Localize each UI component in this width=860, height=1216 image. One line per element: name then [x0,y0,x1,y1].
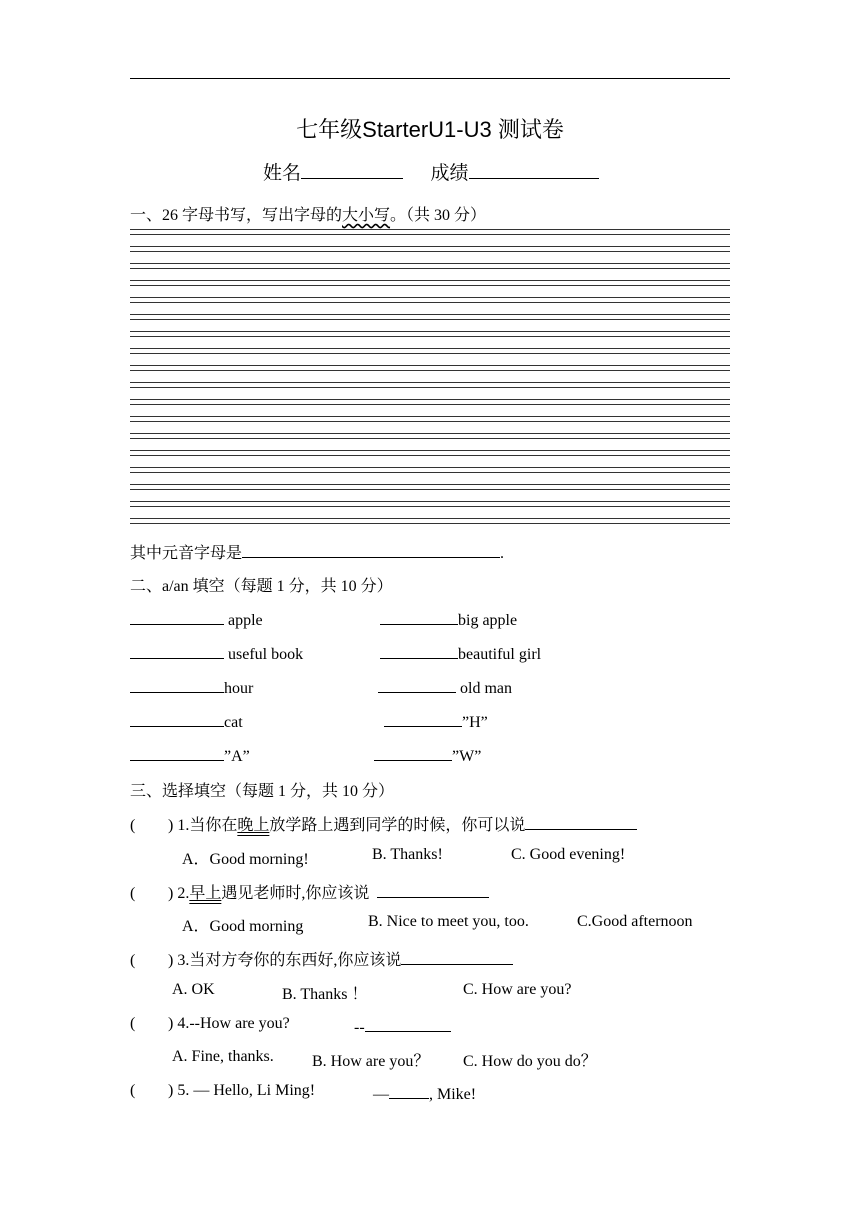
q2-option-a[interactable]: A．Good morning [182,918,304,935]
fill-item-right-5: ”W” [374,744,481,766]
question-2: ( ) 2.早上遇见老师时,你应该说 [130,880,489,903]
title-cn-2: 测试卷 [497,118,564,143]
q2-option-c[interactable]: C.Good afternoon [577,913,693,930]
q2-option-b[interactable]: B. Nice to meet you, too. [368,913,529,930]
q1-option-b[interactable]: B. Thanks! [372,846,443,863]
title-cn-1: 七年级 [296,118,363,143]
q3-option-c[interactable]: C. How are you? [463,981,572,998]
q1-option-a[interactable]: A．Good morning! [182,851,309,868]
fill-item-right-3: old man [378,676,512,698]
q5-answer: — , Mike! [373,1082,476,1104]
fill-item-left-5: ”A” [130,744,250,766]
name-row [263,158,599,185]
fill-item-left-4: cat [130,710,243,732]
fill-item-right-4: ”H” [384,710,488,732]
vowel-blank[interactable] [242,541,500,558]
fill-item-left-2: useful book [130,642,303,664]
q5-blank[interactable] [389,1082,429,1099]
fill-item-right-1: big apple [380,608,517,630]
name-label: 姓名 [263,163,302,184]
q4-option-b[interactable]: B. How are you？ [312,1053,430,1070]
section2-heading: 二、a/an 填空（每题 1 分，共 10 分） [130,578,393,595]
question-5: ( ) 5. — Hello, Li Ming! [130,1082,316,1099]
score-blank[interactable] [469,160,599,179]
question-4: ( ) 4.--How are you? [130,1015,290,1032]
q1-option-c[interactable]: C. Good evening! [511,846,626,863]
q3-option-b[interactable]: B. Thanks ！ [282,986,368,1003]
fill-item-left-1: apple [130,608,263,630]
question-3: ( ) 3.当对方夸你的东西好,你应该说 [130,947,513,970]
section3-heading: 三、选择填空（每题 1 分，共 10 分） [130,783,395,800]
fill-item-left-3: hour [130,676,253,698]
score-label: 成绩 [430,163,469,184]
q4-blank[interactable] [365,1015,451,1032]
vowel-line: 其中元音字母是 . [130,540,504,563]
section1-heading-emph: 大小写 [342,207,391,224]
handwriting-lines[interactable] [130,229,730,535]
question-1: ( ) 1.当你在晚上放学路上遇到同学的时候，你可以说 [130,812,637,835]
q4-answer: -- [354,1015,451,1037]
top-rule [130,78,730,79]
title-en: StarterU1-U3 [362,117,492,142]
section1-heading: 一、26 字母书写，写出字母的大小写。（共 30 分） [130,207,487,224]
page-title [0,113,860,144]
q2-blank[interactable] [377,881,489,898]
q4-option-c[interactable]: C. How do you do？ [463,1053,597,1070]
q4-option-a[interactable]: A. Fine, thanks. [172,1048,274,1065]
q3-blank[interactable] [401,948,513,965]
fill-item-right-2: beautiful girl [380,642,541,664]
q3-option-a[interactable]: A. OK [172,981,215,998]
name-blank[interactable] [301,160,403,179]
q1-blank[interactable] [525,813,637,830]
